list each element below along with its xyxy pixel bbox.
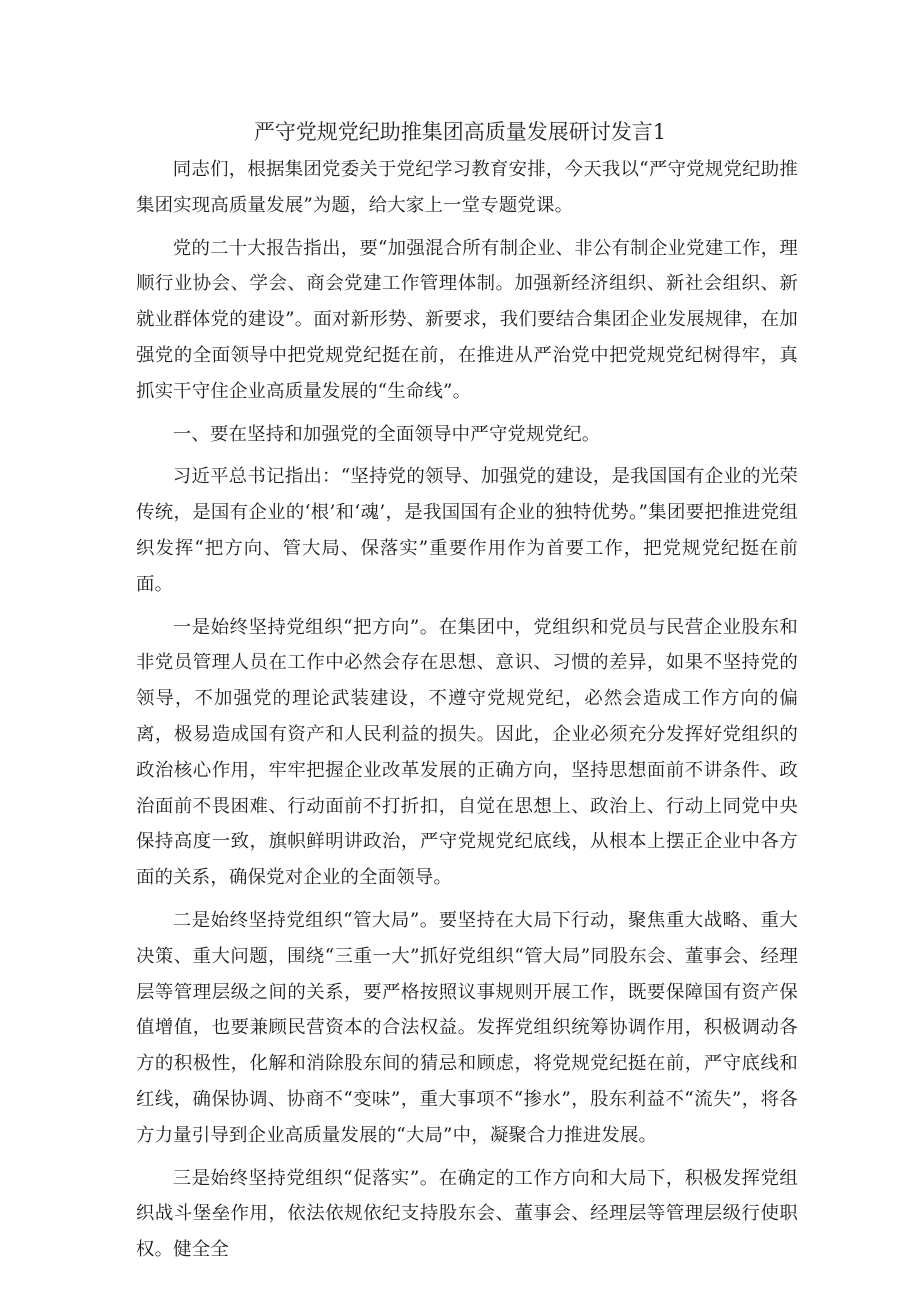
paragraph-report-quote: 党的二十大报告指出，要“加强混合所有制企业、非公有制企业党建工作，理顺行业协会、学会、商会党建工作管理体制。加强新经济组织、新社会组织、新就业群体党的建设”。面对新形势、新要求，我们要结合集团企业发展规律，在加强党的全面领导中把党规党纪挺在前，在推进从严治党中把党规党纪树得牢，真抓实干守住企业高质量发展的“生命线”。 <box>136 237 798 402</box>
paragraph-greeting: 同志们，根据集团党委关于党纪学习教育安排，今天我以“严守党规党纪助推集团实现高质量发展”为题，给大家上一堂专题党课。 <box>136 159 798 216</box>
paragraph-point-3: 三是始终坚持党组织“促落实”。在确定的工作方向和大局下，积极发挥党组织战斗堡垒作用，依法依规依纪支持股东会、董事会、经理层等管理层级行使职权。健全全 <box>136 1167 798 1261</box>
paragraph-point-2: 二是始终坚持党组织“管大局”。要坚持在大局下行动，聚焦重大战略、重大决策、重大问题，围绕“三重一大”抓好党组织“管大局”同股东会、董事会、经理层等管理层级之间的关系，要严格按照议事规则开展工作，既要保障国有资产保值增值，也要兼顾民营资本的合法权益。发挥党组织统筹协调作用，积极调动各方的积极性，化解和消除股东间的猜忌和顾虑，将党规党纪挺在前，严守底线和红线，确保协调、协商不“变味”，重大事项不“掺水”，股东利益不“流失”，将各方力量引导到企业高质量发展的“大局”中，凝聚合力推进发展。 <box>136 909 798 1146</box>
paragraph-point-1: 一是始终坚持党组织“把方向”。在集团中，党组织和党员与民营企业股东和非党员管理人员在工作中必然会存在思想、意识、习惯的差异，如果不坚持党的领导，不加强党的理论武装建设，不遵守党规党纪，必然会造成工作方向的偏离，极易造成国有资产和人民利益的损失。因此，企业必须充分发挥好党组织的政治核心作用，牢牢把握企业改革发展的正确方向，坚持思想面前不讲条件、政治面前不畏困难、行动面前不打折扣，自觉在思想上、政治上、行动上同党中央保持高度一致，旗帜鲜明讲政治，严守党规党纪底线，从根本上摆正企业中各方面的关系，确保党对企业的全面领导。 <box>136 616 798 889</box>
paragraph-xi-quote: 习近平总书记指出：“坚持党的领导、加强党的建设，是我国国有企业的光荣传统，是国有企业的‘根’和‘魂’，是我国国有企业的独特优势。”集团要把推进党组织发挥“把方向、管大局、保落实”重要作用作为首要工作，把党规党纪挺在前面。 <box>136 466 798 595</box>
document-title: 严守党规党纪助推集团高质量发展研讨发言1 <box>253 120 667 144</box>
section-heading-1: 一、要在坚持和加强党的全面领导中严守党规党纪。 <box>172 423 601 445</box>
document-body <box>136 152 798 1275</box>
